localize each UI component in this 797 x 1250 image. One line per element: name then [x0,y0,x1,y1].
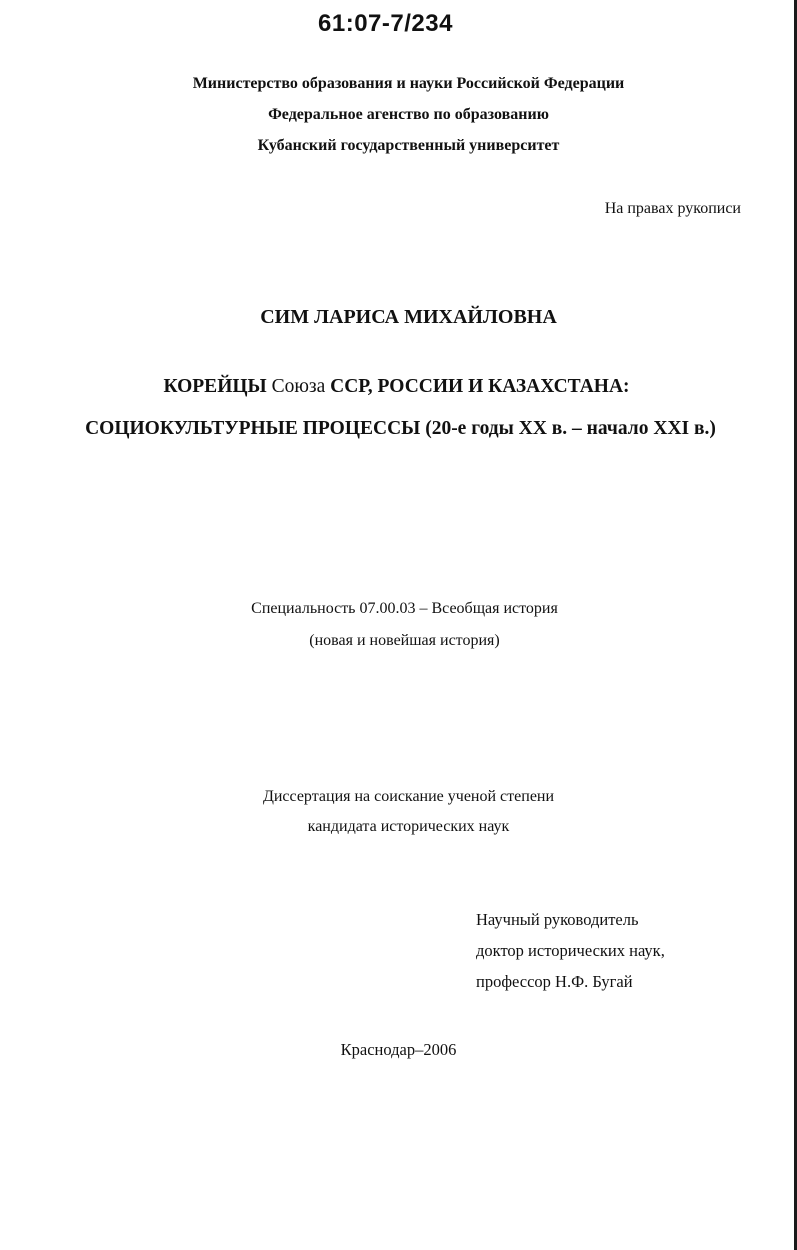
specialty-line-1: Специальность 07.00.03 – Всеобщая история [251,600,558,617]
supervisor-role: Научный руководитель [476,910,639,929]
specialty-line-2: (новая и новейшая история) [309,632,500,649]
supervisor-degree: доктор исторических наук, [476,941,665,960]
university-line: Кубанский государственный университет [257,137,560,154]
rights-note: На правах рукописи [604,200,741,217]
ministry-line: Министерство образования и науки Российской Федерации [192,75,625,92]
title-line-2: СОЦИОКУЛЬТУРНЫЕ ПРОЦЕССЫ (20-е годы XX в. – начало XXI в.) [85,418,716,439]
degree-line-2: кандидата исторических наук [307,818,510,835]
degree-line-1: Диссертация на соискание ученой степени [262,788,555,805]
title-line-1-part-2: Союза [271,376,326,397]
archive-stamp-code: 61:07-7/234 [318,10,453,37]
title-line-1-part-3: ССР, РОССИИ И КАЗАХСТАНА: [325,376,630,397]
author-name: СИМ ЛАРИСА МИХАЙЛОВНА [260,306,557,328]
place-year: Краснодар–2006 [340,1040,457,1059]
agency-line: Федеральное агенство по образованию [268,106,549,123]
title-line-1 [0,376,797,398]
supervisor-name: профессор Н.Ф. Бугай [476,972,633,991]
title-line-1-part-1: КОРЕЙЦЫ [163,376,272,397]
